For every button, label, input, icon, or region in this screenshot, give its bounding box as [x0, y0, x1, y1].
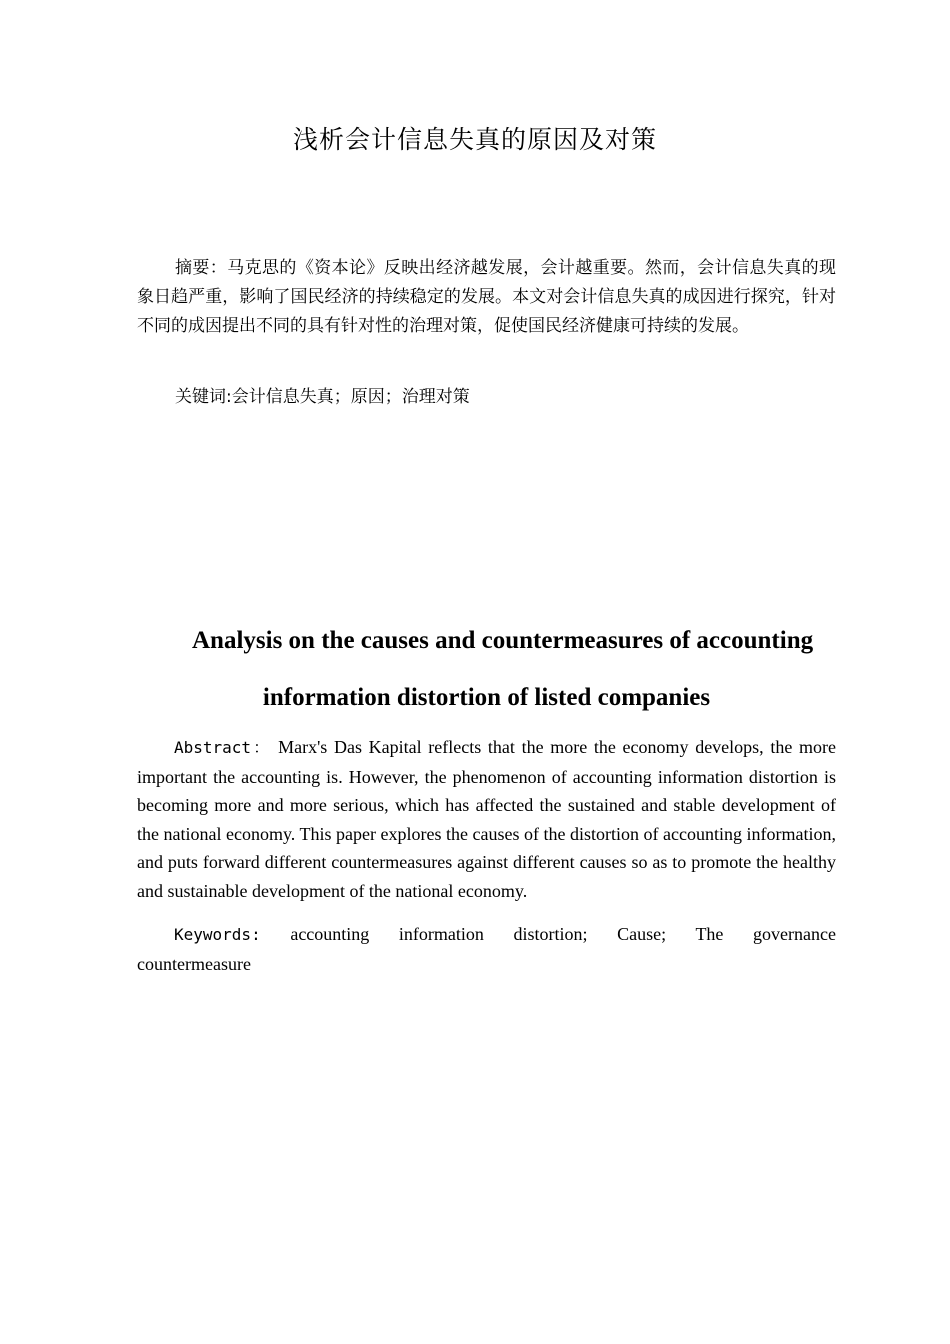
english-title	[137, 612, 836, 726]
english-keywords-label: Keywords:	[174, 925, 261, 944]
chinese-keywords	[137, 383, 836, 412]
english-keywords-line-2: countermeasure	[137, 953, 251, 974]
chinese-keywords-label: 关键词:	[175, 387, 232, 407]
english-keywords	[137, 920, 836, 978]
english-keywords-line-1	[137, 920, 836, 950]
chinese-keywords-text: 会计信息失真；原因；治理对策	[231, 387, 470, 407]
english-abstract-text: Marx's Das Kapital reflects that the more the economy develops, the more important the accounting is. However, the phenomenon of accounting information distortion is becoming more and more serious, which has affected the sustained and stable development of the national economy. This paper explores the causes of the distortion of accounting information, and puts forward different countermeasures against different causes so as to promote the healthy and sustainable development of the national economy.	[137, 737, 836, 901]
chinese-abstract-text: 马克思的《资本论》反映出经济越发展，会计越重要。然而，会计信息失真的现象日趋严重，影响了国民经济的持续稳定的发展。本文对会计信息失真的成因进行探究，针对不同的成因提出不同的具有针对性的治理对策，促使国民经济健康可持续的发展。	[137, 258, 837, 336]
chinese-abstract	[137, 254, 836, 341]
english-title-line-2: information distortion of listed companies	[262, 684, 711, 711]
chinese-title: 浅析会计信息失真的原因及对策	[292, 125, 657, 154]
english-title-line-1: Analysis on the causes and countermeasures of accounting	[192, 627, 814, 654]
english-abstract-label: Abstract：	[174, 738, 272, 757]
chinese-abstract-label: 摘要：	[175, 258, 228, 278]
english-abstract	[137, 733, 836, 905]
english-keywords-text: accounting information distortion; Cause; The governance	[290, 924, 836, 944]
